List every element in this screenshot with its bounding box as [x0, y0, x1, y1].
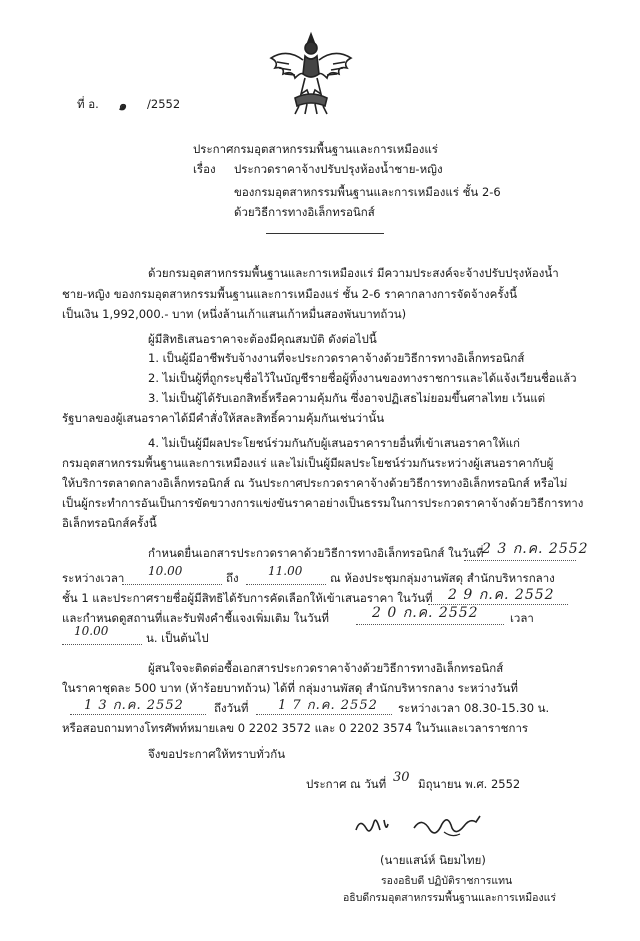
site-visit-date: 2 0 ก.ค. 2552: [372, 605, 479, 621]
signer-position-2: อธิบดีกรมอุตสาหกรรมพื้นฐานและการเหมืองแร่: [343, 892, 556, 904]
start-time: 10.00: [148, 564, 183, 578]
purchase-until-label: ถึงวันที่: [214, 701, 249, 715]
time-label: ระหว่างเวลา: [62, 571, 125, 585]
qualification-4-line-2: กรมอุตสาหกรรมพื้นฐานและการเหมืองแร่ และไม่เป็นผู้มีผลประโยชน์ร่วมกันระหว่างผู้เสนอราคากับผู้: [62, 456, 554, 470]
signer-name: (นายแสน์ห์ นิยมไทย): [380, 853, 486, 867]
announce-date-label: ประกาศ ณ วันที่: [306, 777, 387, 791]
purchase-line-2: ในราคาชุดละ 500 บาท (ห้าร้อยบาทถ้วน) ได้ที่ กลุ่มงานพัสดุ สำนักบริหารกลาง ระหว่างวันที่: [62, 681, 518, 695]
ref-prefix: ที่ อ.: [77, 97, 99, 111]
signature-icon: [352, 808, 492, 844]
signer-position-1: รองอธิบดี ปฏิบัติราชการแทน: [381, 875, 513, 887]
qualification-1: 1. เป็นผู้มีอาชีพรับจ้างงานที่จะประกวดราคาจ้างด้วยวิธีการทางอิเล็กทรอนิกส์: [148, 351, 525, 365]
title-divider: [266, 233, 384, 234]
qualification-4-line-1: 4. ไม่เป็นผู้มีผลประโยชน์ร่วมกันกับผู้เสนอราคารายอื่นที่เข้าเสนอราคาให้แก่: [148, 436, 521, 450]
announcement-text: จึงขอประกาศให้ทราบทั่วกัน: [148, 747, 286, 761]
qualification-2: 2. ไม่เป็นผู้ที่ถูกระบุชื่อไว้ในบัญชีรายชื่อผู้ทิ้งงานของทางราชการและได้แจ้งเวียนชื่อแล้ว: [148, 371, 577, 385]
phone-line: หรือสอบถามทางโทรศัพท์หมายเลข 0 2202 3572 และ 0 2202 3574 ในวันและเวลาราชการ: [62, 721, 529, 735]
intro-line-1: ด้วยกรมอุตสาหกรรมพื้นฐานและการเหมืองแร่ มีความประสงค์จะจ้างปรับปรุงห้องน้ำ: [148, 266, 559, 280]
qualification-3-line-2: รัฐบาลของผู้เสนอราคาได้มีคำสั่งให้สละสิทธิ์ความคุ้มกันเช่นว่านั้น: [62, 411, 385, 425]
qualification-4-line-4: เป็นผู้กระทำการอันเป็นการขัดขวางการแข่งขันราคาอย่างเป็นธรรมในการประกวดราคาจ้างด้วยวิธีการทาง: [62, 496, 584, 510]
doc-title: ประกาศกรมอุตสาหกรรมพื้นฐานและการเหมืองแร่: [193, 142, 438, 156]
submission-line: กำหนดยื่นเอกสารประกวดราคาด้วยวิธีการทางอิเล็กทรอนิกส์ ในวันที่: [148, 546, 484, 560]
intro-line-3: เป็นเงิน 1,992,000.- บาท (หนึ่งล้านเก้าแสนเก้าหมื่นสองพันบาทถ้วน): [62, 307, 407, 321]
announce-day: 30: [393, 770, 410, 785]
subject-line-1: ประกวดราคาจ้างปรับปรุงห้องน้ำชาย-หญิง: [234, 162, 443, 176]
qualification-4-line-5: อิเล็กทรอนิกส์ครั้งนี้: [62, 516, 157, 530]
qualification-3-line-1: 3. ไม่เป็นผู้ได้รับเอกสิทธิ์หรือความคุ้มกัน ซึ่งอาจปฏิเสธไม่ยอมขึ้นศาลไทย เว้นแต่: [148, 391, 546, 405]
purchase-end-date: 1 7 ก.ค. 2552: [278, 698, 378, 713]
onwards-text: น. เป็นต้นไป: [146, 631, 209, 645]
to-label: ถึง: [226, 571, 239, 585]
site-visit-time-label: เวลา: [510, 611, 534, 625]
site-visit-time: 10.00: [74, 624, 109, 638]
shortlist-date: 2 9 ก.ค. 2552: [448, 587, 555, 603]
garuda-emblem-icon: [265, 28, 357, 116]
purchase-start-date: 1 3 ก.ค. 2552: [84, 698, 184, 713]
end-time: 11.00: [268, 564, 303, 578]
intro-line-2: ชาย-หญิง ของกรมอุตสาหกรรมพื้นฐานและการเหมืองแร่ ชั้น 2-6 ราคากลางการจัดจ้างครั้งนี้: [62, 287, 518, 301]
shortlist-line: ชั้น 1 และประกาศรายชื่อผู้มีสิทธิได้รับการคัดเลือกให้เข้าเสนอราคา ในวันที่: [62, 591, 433, 605]
submission-date: 2 3 ก.ค. 2552: [482, 541, 589, 557]
subject-line-3: ด้วยวิธีการทางอิเล็กทรอนิกส์: [234, 205, 375, 219]
purchase-line-1: ผู้สนใจจะติดต่อซื้อเอกสารประกวดราคาจ้างด้วยวิธีการทางอิเล็กทรอนิกส์: [148, 661, 504, 675]
site-visit-line: และกำหนดดูสถานที่และรับฟังคำชี้แจงเพิ่มเติม ในวันที่: [62, 611, 330, 625]
subject-label: เรื่อง: [193, 162, 216, 176]
announce-month-year: มิถุนายน พ.ศ. 2552: [418, 777, 521, 791]
subject-line-2: ของกรมอุตสาหกรรมพื้นฐานและการเหมืองแร่ ชั้น 2-6: [234, 185, 501, 199]
venue-text: ณ ห้องประชุมกลุ่มงานพัสดุ สำนักบริหารกลาง: [330, 571, 555, 585]
purchase-hours: ระหว่างเวลา 08.30-15.30 น.: [398, 701, 550, 715]
qualification-4-line-3: ให้บริการตลาดกลางอิเล็กทรอนิกส์ ณ วันประกาศประกวดราคาจ้างด้วยวิธีการทางอิเล็กทรอนิกส์ หรือไม่: [62, 476, 568, 490]
ref-number: ๑: [118, 99, 127, 114]
ref-year: /2552: [147, 97, 181, 111]
qualifications-heading: ผู้มีสิทธิเสนอราคาจะต้องมีคุณสมบัติ ดังต่อไปนี้: [148, 332, 377, 346]
